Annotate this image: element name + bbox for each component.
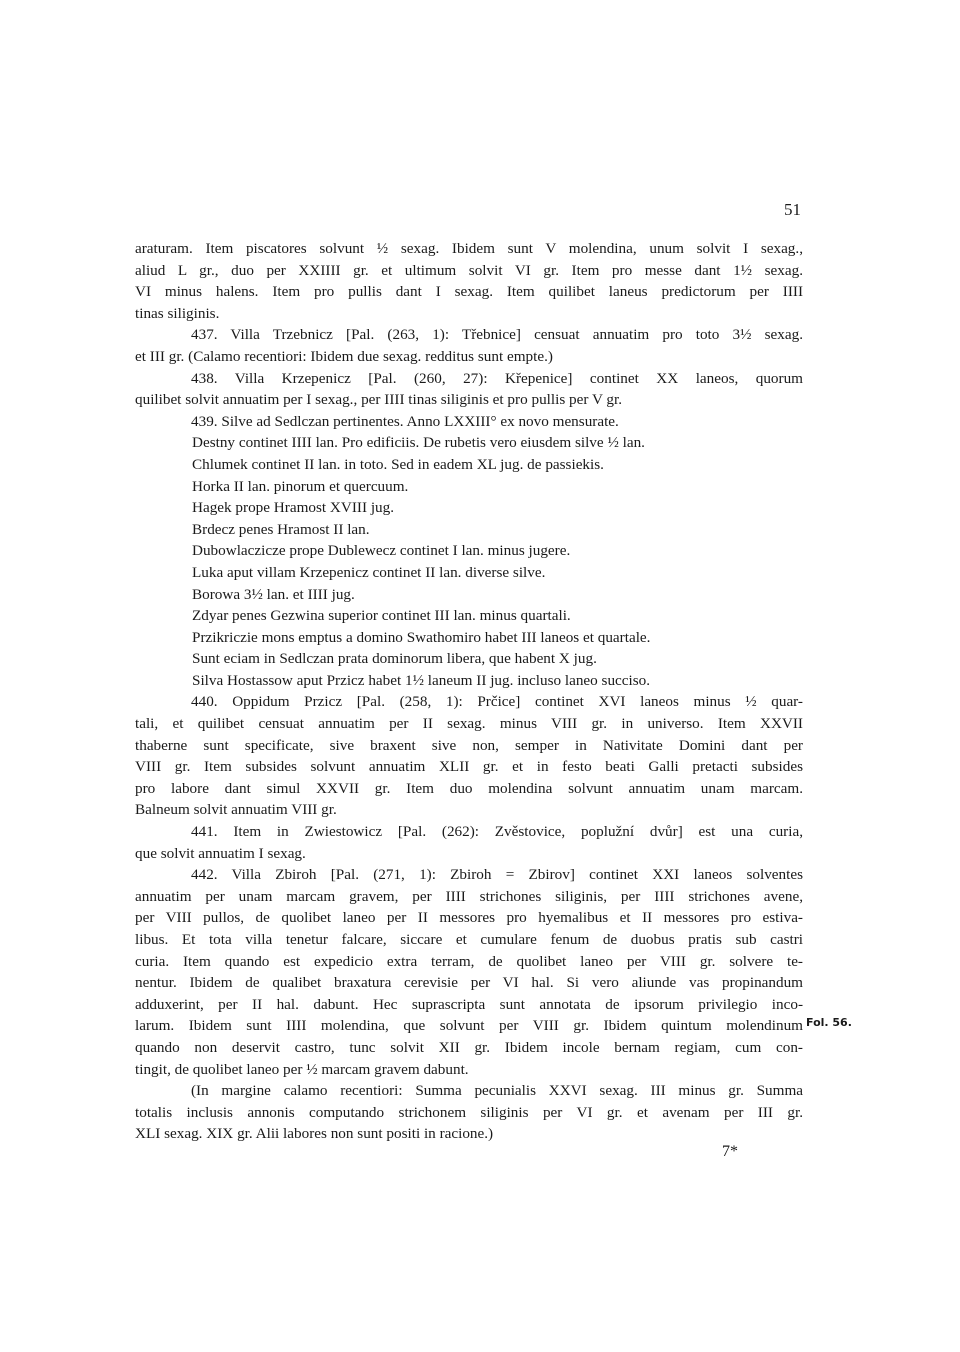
- text-line: quilibet solvit annuatim per I sexag., per IIII tinas siliginis et pro pullis per V gr.: [135, 391, 623, 409]
- text-line: curia. Item quando est expedicio extra terram, de quolibet laneo per VIII gr. solvere te-: [135, 952, 803, 970]
- text-line: Przikriczie mons emptus a domino Swathomiro habet III laneos et quartale.: [192, 628, 651, 646]
- text-line: aliud L gr., duo per XXIIII gr. et ultimum solvit VI gr. Item pro messe dant 1½ sexag.: [135, 261, 803, 279]
- text-line: quando non deservit castro, tunc solvit XII gr. Ibidem incole bernam regiam, cum con-: [135, 1038, 803, 1056]
- text-line: Destny continet IIII lan. Pro edificiis. De rubetis vero eiusdem silve ½ lan.: [192, 434, 645, 452]
- text-line: 439. Silve ad Sedlczan pertinentes. Anno LXXIII° ex novo mensurate.: [191, 412, 619, 430]
- text-line: tali, et quilibet censuat annuatim per II sexag. minus VIII gr. in universo. Item XXVII: [135, 715, 803, 733]
- margin-folio-note: Fol. 56.: [806, 1016, 852, 1029]
- text-line: 442. Villa Zbiroh [Pal. (271, 1): Zbiroh = Zbirov] continet XXI laneos solventes: [191, 866, 803, 884]
- text-line: Borowa 3½ lan. et IIII jug.: [192, 585, 355, 603]
- text-line: Sunt eciam in Sedlczan prata dominorum libera, que habent X jug.: [192, 650, 597, 668]
- signature-mark: 7*: [722, 1143, 738, 1160]
- text-line: XLI sexag. XIX gr. Alii labores non sunt positi in racione.): [135, 1125, 494, 1143]
- text-line: Silva Hostassow aput Przicz habet 1½ laneum II jug. incluso laneo succiso.: [192, 671, 651, 689]
- page-number: 51: [784, 200, 801, 219]
- text-line: araturam. Item piscatores solvunt ½ sexag. Ibidem sunt V molendina, unum solvit I sexag.,: [135, 240, 803, 257]
- text-line: VI minus halens. Item pro pullis dant I sexag. Item quilibet laneus predictorum per IIII: [135, 283, 803, 301]
- text-line: que solvit annuatim I sexag.: [135, 844, 306, 862]
- text-line: adduxerint, per II hal. dabunt. Hec suprascripta sunt annotata de ipsorum privilegio inco-: [135, 995, 803, 1013]
- text-line: Hagek prope Hramost XVIII jug.: [192, 499, 395, 517]
- text-line: larum. Ibidem sunt IIII molendina, que solvunt per VIII gr. Ibidem quintum molendinum: [135, 1017, 803, 1035]
- text-line: totalis inclusis annonis computando strichonem siliginis per VI gr. et avenam per III gr.: [135, 1103, 803, 1121]
- text-line: pro labore dant simul XXVII gr. Item duo molendina solvunt annuatim unam marcam.: [135, 779, 803, 797]
- text-line: tingit, de quolibet laneo per ½ marcam gravem dabunt.: [135, 1060, 469, 1078]
- text-line: 438. Villa Krzepenicz [Pal. (260, 27): Křepenice] continet XX laneos, quorum: [191, 369, 803, 387]
- text-line: et III gr. (Calamo recentiori: Ibidem due sexag. redditus sunt empte.): [135, 347, 553, 365]
- text-line: per VIII pullos, de quolibet laneo per II messores pro hyemalibus et II messores pro estiva-: [135, 909, 803, 927]
- text-line: Horka II lan. pinorum et quercuum.: [192, 477, 409, 495]
- text-line: Zdyar penes Gezwina superior continet III lan. minus quartali.: [192, 607, 571, 625]
- text-line: Luka aput villam Krzepenicz continet II lan. diverse silve.: [192, 563, 546, 581]
- text-line: thaberne sunt specificate, sive braxent sive non, semper in Nativitate Domini dant per: [135, 736, 803, 754]
- text-line: (In margine calamo recentiori: Summa pecunialis XXVI sexag. III minus gr. Summa: [191, 1082, 803, 1100]
- text-line: Dubowlaczicze prope Dublewecz continet I lan. minus jugere.: [192, 542, 571, 560]
- text-line: Balneum solvit annuatim VIII gr.: [135, 801, 337, 819]
- document-body: [135, 238, 803, 1145]
- text-line: nentur. Ibidem de qualibet braxatura cerevisie per VI hal. Si vero aliunde vas propinandum: [135, 974, 803, 992]
- text-line: Chlumek continet II lan. in toto. Sed in eadem XL jug. de passiekis.: [192, 455, 604, 473]
- text-line: annuatim per unam marcam gravem, per IIII strichones siliginis, per IIII strichones avene,: [135, 887, 803, 905]
- text-line: 440. Oppidum Przicz [Pal. (258, 1): Prčice] continet XVI laneos minus ½ quar-: [191, 693, 803, 711]
- text-line: 437. Villa Trzebnicz [Pal. (263, 1): Třebnice] censuat annuatim pro toto 3½ sexag.: [191, 326, 803, 344]
- text-line: VIII gr. Item subsides solvunt annuatim XLII gr. et in festo beati Galli pretacti subsides: [135, 758, 803, 776]
- text-line: tinas siliginis.: [135, 304, 220, 322]
- text-line: libus. Et tota villa tenetur falcare, siccare et cumulare fenum de duobus pratis sub castri: [135, 931, 803, 948]
- text-line: 441. Item in Zwiestowicz [Pal. (262): Zvěstovice, poplužní dvůr] est una curia,: [191, 823, 803, 841]
- text-line: Brdecz penes Hramost II lan.: [192, 520, 370, 538]
